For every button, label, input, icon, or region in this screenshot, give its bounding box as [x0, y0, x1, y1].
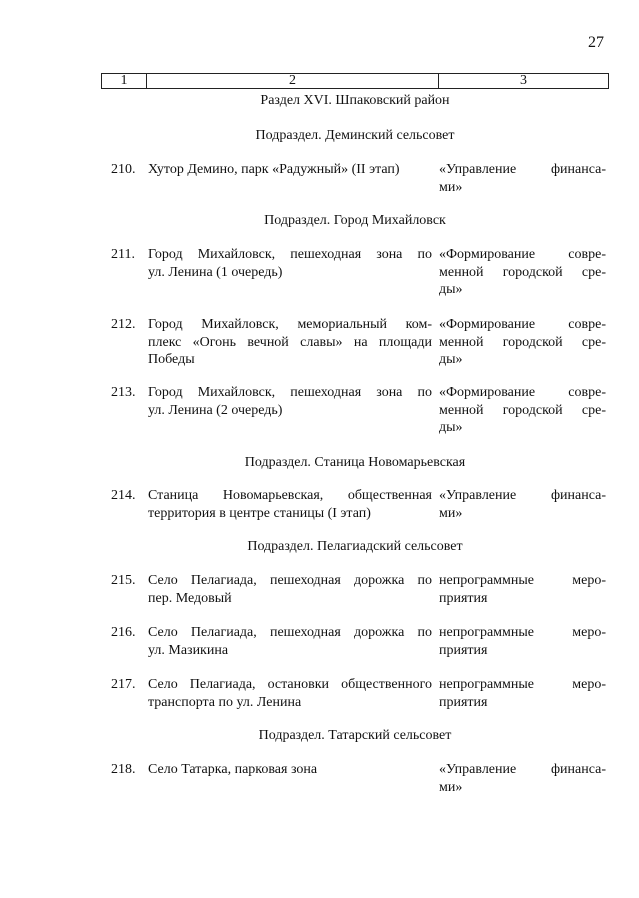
- row-number: 214.: [111, 488, 136, 503]
- program-line: «Управление финанса-: [439, 488, 606, 503]
- program-name: [439, 761, 606, 796]
- description-line: Победы: [148, 352, 195, 367]
- program-line: ды»: [439, 352, 463, 367]
- row-number: 218.: [111, 762, 136, 777]
- description-line: ул. Ленина (2 очередь): [148, 402, 283, 418]
- program-line: «Формирование совре-: [439, 247, 606, 262]
- program-name: [439, 161, 606, 196]
- description-line: плекс «Огонь вечной славы» на площади: [148, 334, 432, 350]
- program-line: приятия: [439, 642, 488, 658]
- description-line: ул. Мазикина: [148, 642, 229, 658]
- program-name: [439, 316, 606, 369]
- description-line: Город Михайловск, пешеходная зона по: [148, 247, 432, 262]
- description-line: Село Пелагиада, остановки общественного: [148, 677, 432, 692]
- description-line: Город Михайловск, мемориальный ком-: [148, 317, 432, 332]
- program-line: ми»: [439, 179, 463, 195]
- header-col-1: 1: [102, 74, 147, 88]
- object-description: [148, 572, 432, 607]
- program-line: ми»: [439, 779, 463, 795]
- program-line: менной городской сре-: [439, 264, 606, 280]
- program-line: «Управление финанса-: [439, 762, 606, 777]
- program-name: [439, 676, 606, 711]
- program-name: [439, 624, 606, 659]
- program-line: непрограммные меро-: [439, 625, 606, 640]
- row-number: 217.: [111, 677, 136, 692]
- program-line: ми»: [439, 505, 463, 521]
- page-number: 27: [588, 34, 604, 51]
- object-description: [148, 676, 432, 711]
- program-line: менной городской сре-: [439, 334, 606, 350]
- subsection-title-tatarsky: Подраздел. Татарский сельсовет: [258, 728, 452, 743]
- program-line: менной городской сре-: [439, 402, 606, 418]
- row-number: 215.: [111, 573, 136, 588]
- program-name: [439, 487, 606, 522]
- description-line: ул. Ленина (1 очередь): [148, 264, 283, 280]
- header-col-3: 3: [520, 73, 527, 88]
- header-col-2: 2: [147, 74, 439, 88]
- program-line: ды»: [439, 420, 463, 435]
- object-description: [148, 384, 432, 419]
- section-title: Раздел XVI. Шпаковский район: [260, 93, 450, 108]
- table-header: [101, 73, 609, 89]
- description-line: территория в центре станицы (I этап): [148, 505, 371, 521]
- program-line: приятия: [439, 590, 488, 606]
- program-line: непрограммные меро-: [439, 677, 606, 692]
- object-description: [148, 161, 432, 179]
- program-line: ды»: [439, 282, 463, 297]
- program-name: [439, 246, 606, 299]
- subsection-title-deminsky: Подраздел. Деминский сельсовет: [255, 128, 455, 143]
- program-line: «Формирование совре-: [439, 317, 606, 332]
- subsection-title-novomaryevskaya: Подраздел. Станица Новомарьевская: [244, 455, 466, 470]
- description-line: Город Михайловск, пешеходная зона по: [148, 385, 432, 400]
- object-description: [148, 624, 432, 659]
- program-name: [439, 384, 606, 437]
- row-number: 212.: [111, 317, 136, 332]
- subsection-title-mikhaylovsk: Подраздел. Город Михайловск: [264, 213, 446, 228]
- description-line: Село Татарка, парковая зона: [148, 762, 318, 777]
- row-number: 211.: [111, 247, 135, 262]
- program-line: приятия: [439, 694, 488, 710]
- subsection-title-pelagiadsky: Подраздел. Пелагиадский сельсовет: [247, 539, 463, 554]
- description-line: Село Пелагиада, пешеходная дорожка по: [148, 573, 432, 588]
- program-name: [439, 572, 606, 607]
- row-number: 213.: [111, 385, 136, 400]
- row-number: 210.: [111, 162, 136, 177]
- object-description: [148, 487, 432, 522]
- program-line: «Управление финанса-: [439, 162, 606, 177]
- row-number: 216.: [111, 625, 136, 640]
- description-line: Станица Новомарьевская, общественная: [148, 488, 432, 503]
- description-line: транспорта по ул. Ленина: [148, 694, 302, 710]
- object-description: [148, 246, 432, 281]
- object-description: [148, 316, 432, 369]
- object-description: [148, 761, 432, 779]
- program-line: «Формирование совре-: [439, 385, 606, 400]
- description-line: пер. Медовый: [148, 590, 232, 606]
- description-line: Хутор Демино, парк «Радужный» (II этап): [148, 162, 400, 177]
- program-line: непрограммные меро-: [439, 573, 606, 588]
- description-line: Село Пелагиада, пешеходная дорожка по: [148, 625, 432, 640]
